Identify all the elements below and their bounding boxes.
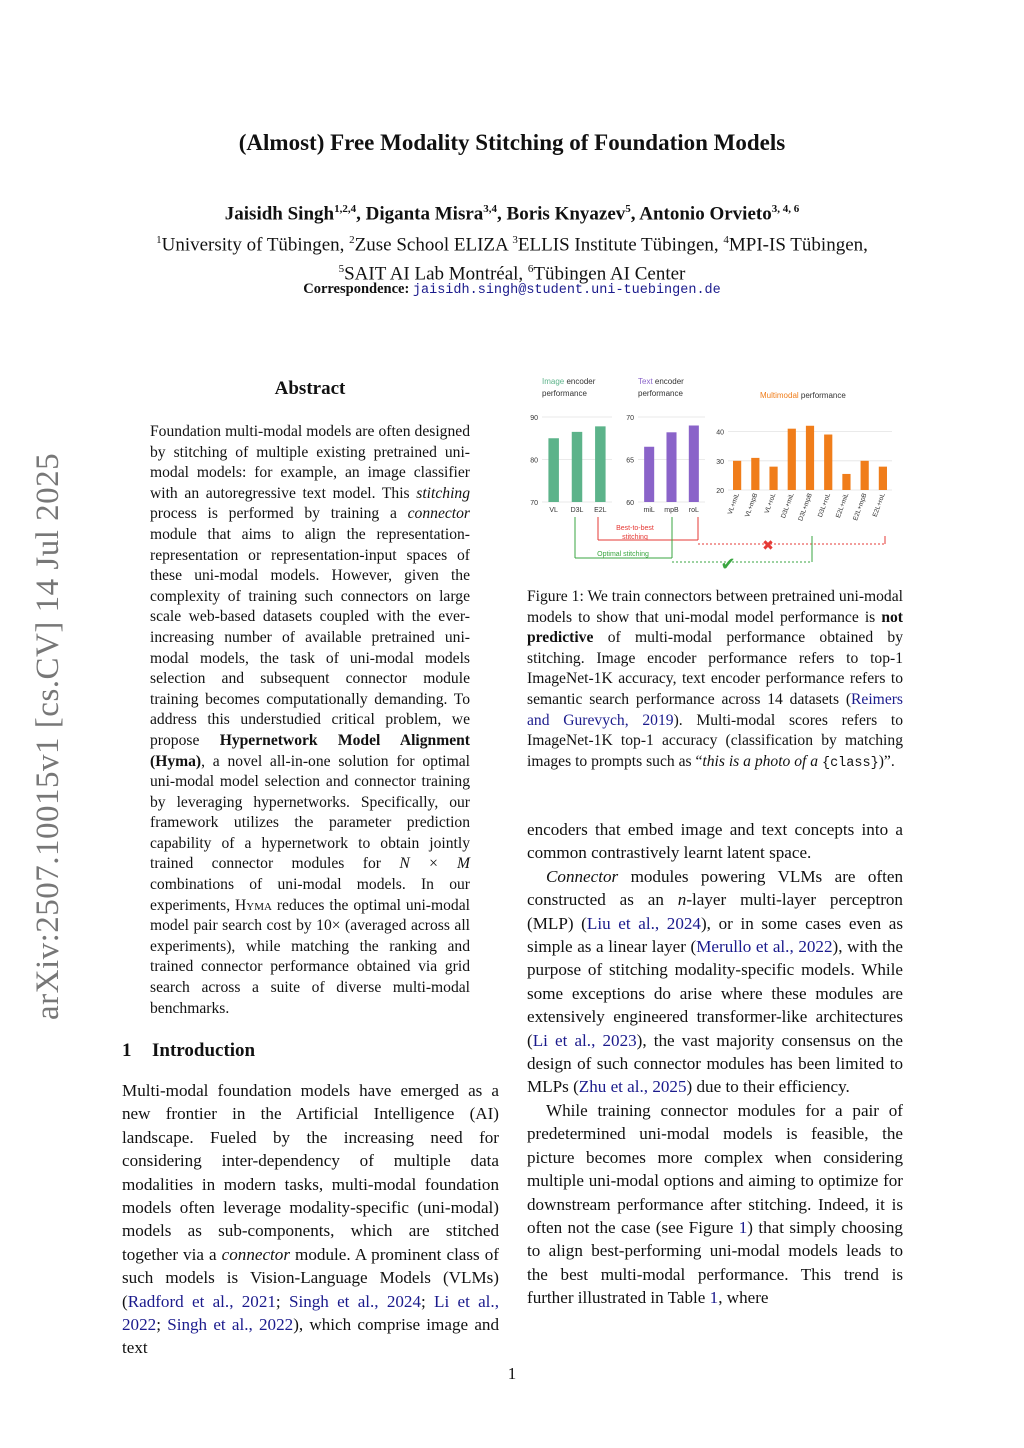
text-run: ), or in some cases even as simple as a linear layer ( (527, 913, 904, 957)
abstract-method-name: Hypernetwork Model Alignment (Hyma) (150, 731, 470, 770)
bar (769, 467, 777, 490)
abstract-part: Foundation multi-modal models are often designed by stitching of multiple existing pretrained uni-modal models: for example, an image classifier with an autoregressive text model. This (150, 423, 470, 502)
best-to-best-label: Best-to-best (616, 525, 654, 532)
caption-part: )”. (878, 752, 895, 770)
citation-link[interactable]: Li et al., 2023 (532, 1030, 637, 1050)
x-tick-label: E2L (594, 507, 607, 514)
author-name: Antonio Orvieto (639, 203, 772, 225)
emph: Connector (546, 866, 619, 886)
paper-title: (Almost) Free Modality Stitching of Foundation Models (238, 130, 786, 155)
bar (861, 461, 869, 490)
panel-title-line2: performance (542, 389, 587, 398)
affiliation: University of Tübingen (161, 234, 340, 256)
y-tick-label: 65 (626, 457, 634, 465)
bar (806, 426, 814, 490)
text-run: ) due to their efficiency. (686, 1077, 850, 1097)
affil-sup: 2 (349, 234, 355, 246)
y-tick-label: 80 (530, 457, 538, 465)
panel-title: Text encoder (638, 377, 684, 386)
abstract-emph: connector (407, 505, 470, 523)
bar (644, 447, 654, 502)
math: n (677, 890, 687, 910)
correspondence (0, 281, 1024, 298)
arxiv-identifier[interactable]: arXiv:2507.10015v1 [cs.CV] 14 Jul 2025 (30, 452, 66, 1020)
abstract-math: N × M (399, 855, 471, 873)
affil-sup: 5 (338, 263, 345, 276)
caption-part: of multi-modal performance obtained by stitching. Image encoder performance refers to top-1 ImageNet-1K accuracy, text encoder performance refers to semantic search performance across 14 datasets ( (527, 629, 903, 708)
caption-emph: not predictive (527, 608, 903, 647)
y-tick-label: 60 (626, 500, 634, 507)
affil-sup: 3 (512, 234, 518, 246)
bar (733, 461, 741, 490)
abstract-part: , a novel all-in-one solution for optimal uni-modal model selection and connector training by leveraging hypernetworks. Specifically, our framework utilizes the parameter prediction capability of a hypernetwork to obtain jointly trained connector modules for (150, 752, 470, 873)
paragraph: encoders that embed image and text concepts into a common contrastively learnt latent space. (527, 820, 903, 863)
intro-part: module. A prominent class of such models is Vision-Language Models (VLMs) ( (122, 1244, 499, 1311)
bar (824, 435, 832, 490)
y-tick-label: 30 (716, 458, 724, 466)
affil-sup: 6 (527, 263, 534, 276)
y-tick-label: 70 (530, 500, 538, 507)
affiliations: $^1$University of Tübingen, $^2$Zuse School ELIZA $^3$ELLIS Institute Tübingen, $^4$MPI-IS Tübingen, $^5$SAIT AI Lab Montréal, $^6$Tübingen AI Center (156, 234, 868, 285)
y-tick-label: 40 (716, 429, 724, 437)
figure-ref-link[interactable]: 1 (738, 1217, 748, 1237)
figure-1-chart (520, 372, 900, 572)
intro-paragraph: Multi-modal foundation models have emerged as a new frontier in the Artificial Intelligence (AI) landscape. Fueled by the increasing need for considering inter-dependency of multiple data modalities in modern tasks, multi-modal foundation models often leverage modality-specific (uni-modal) models as sub-components, which are stitched together via a connector module. A prominent class of such models is Vision-Language Models (VLMs) (Radford et al., 2021; Singh et al., 2024; Li et al., 2022; Singh et al., 2022), which comprise image and text (122, 1081, 499, 1358)
citation-link[interactable]: Singh et al., 2022 (167, 1315, 294, 1335)
text-run: ) that simply choosing to align best-performing uni-modal models leads to the best multi-modal performance. This trend is further illustrated in Table (527, 1217, 903, 1308)
bar (689, 426, 699, 503)
text-run: ), the vast majority consensus on the design of such connector modules has been limited to MLPs ( (527, 1030, 903, 1097)
citation-link[interactable]: Merullo et al., 2022 (696, 937, 833, 957)
intro-part: Multi-modal foundation models have emerged as a new frontier in the Artificial Intelligence (AI) landscape. Fueled by the increasing need for considering inter-dependency of multiple data modalities in modern tasks, multi-modal foundation models often leverage modality-specific (uni-modal) models as sub-components, which are stitched together via a (122, 1081, 499, 1264)
table-ref-link[interactable]: 1 (709, 1288, 719, 1308)
x-tick-label: D3L+miL (780, 492, 796, 520)
caption-part: ). Multi-modal scores refers to ImageNet-1K top-1 accuracy (classification by matching images to prompts such as “ (527, 711, 903, 770)
x-tick-label: miL (643, 507, 655, 514)
y-tick-label: 20 (716, 488, 724, 495)
affiliation: Tübingen AI Center (533, 263, 686, 285)
paragraph (527, 865, 903, 1099)
author-affil-sup: 3,4 (483, 203, 498, 215)
bar (595, 426, 606, 502)
correspondence-label: Correspondence: (303, 281, 410, 297)
abstract-part: combinations of uni-modal models. In our experiments, (150, 876, 470, 914)
bar (666, 432, 676, 502)
affiliation: ELLIS Institute Tübingen (517, 234, 714, 256)
affil-sup: 4 (723, 234, 729, 246)
text-run: -layer multi-layer perceptron (MLP) ( (527, 890, 903, 933)
citation-link[interactable]: Reimers and Gurevych, 2019 (527, 690, 903, 729)
bar (751, 458, 759, 490)
intro-emph: connector (221, 1244, 290, 1264)
text-run: , where (718, 1288, 769, 1308)
caption-part: Figure 1: We train connectors between pretrained uni-modal models to show that uni-modal model performance is (527, 588, 903, 626)
x-tick-label: E2L+miL (834, 492, 851, 519)
cross-icon: ✖ (762, 537, 774, 553)
paragraph (527, 1099, 903, 1310)
affiliation: MPI-IS Tübingen (728, 234, 864, 256)
citation-link[interactable]: Liu et al., 2024 (586, 913, 701, 933)
author-affil-sup: 3, 4, 6 (771, 203, 800, 215)
x-tick-label: VL+roL (763, 492, 778, 515)
bar (788, 429, 796, 490)
x-tick-label: VL+mpB (744, 492, 760, 519)
affiliation: SAIT AI Lab Montréal (344, 263, 519, 285)
page-number: 1 (507, 1364, 517, 1383)
x-tick-label: mpB (664, 507, 679, 514)
section-heading (122, 1040, 255, 1062)
author-affil-sup: 5 (625, 203, 631, 215)
author-name: Boris Knyazev (506, 203, 626, 225)
section-title: Introduction (152, 1040, 256, 1061)
x-tick-label: E2L+mpB (852, 492, 869, 522)
y-tick-label: 70 (626, 415, 634, 422)
x-tick-label: VL+miL (726, 492, 741, 516)
section-number: 1 (122, 1040, 132, 1061)
x-tick-label: D3L+roL (816, 492, 833, 519)
abstract-method-abbr: Hyma (235, 896, 272, 914)
text-run: While training connector modules for a pair of predetermined uni-modal models is feasible, the picture becomes more complex when considering multiple uni-modal options and aiming to optimize for downstream performance after stitching. Indeed, it is often not the case (see Figure (527, 1100, 903, 1237)
citation-link[interactable]: Radford et al., 2021 (127, 1291, 276, 1311)
text-run: modules powering VLMs are often constructed as an (527, 866, 903, 910)
abstract-part: module that aims to align the representation-representation or representation-input spaces of these uni-modal models. However, given the complexity of training such connectors on large scale web-based datasets coupled with the ever-increasing number of available pretrained uni-modal models, the task of uni-modal models selection and subsequent connector module training becomes computationally demanding. To address this understudied critical problem, we propose (150, 525, 470, 749)
x-tick-label: D3L+mpB (797, 492, 814, 523)
check-icon: ✔ (720, 554, 736, 572)
abstract-text (150, 422, 470, 1019)
affiliation: Zuse School ELIZA (354, 234, 508, 256)
intro-part: ), which comprise image and text (122, 1315, 499, 1358)
x-tick-label: D3L (570, 507, 584, 514)
author-affil-sup: 1,2,4 (334, 203, 357, 215)
abstract-heading: Abstract (274, 378, 346, 399)
panel-title: Image encoder (542, 377, 596, 386)
author-list: Jaisidh Singh$^{1,2,4}$, Diganta Misra$^{3,4}$, Boris Knyazev$^5$, Antonio Orvieto$^{3, 4, 6}$ (224, 203, 800, 225)
citation-link[interactable]: Singh et al., 2024 (288, 1291, 422, 1311)
best-to-best-label: stitching (622, 534, 648, 541)
abstract-part: reduces the optimal uni-modal model pair search cost by 10× (averaged across all experiments), while matching the ranking and trained connector performance obtained via grid search across a suite of diverse multi-modal benchmarks. (150, 896, 470, 1017)
citation-link[interactable]: Li et al., 2022 (122, 1291, 499, 1335)
affil-sup: 1 (156, 234, 162, 246)
bar (842, 474, 850, 490)
panel-title: Multimodal performance (760, 391, 846, 400)
correspondence-email-link[interactable]: jaisidh.singh@student.uni-tuebingen.de (412, 283, 721, 298)
citation-link[interactable]: Zhu et al., 2025 (578, 1077, 687, 1097)
bar (548, 438, 559, 502)
x-tick-label: E2L+roL (871, 492, 887, 518)
caption-italic: this is a photo of a (702, 752, 822, 770)
bar (879, 467, 887, 490)
x-tick-label: VL (549, 507, 558, 514)
text-run: ), with the purpose of stitching modality-specific models. While some exceptions do arise where these modules are extensively engineered transformer-like architectures ( (527, 937, 903, 1050)
right-column-text (527, 818, 903, 1310)
figure-caption (527, 587, 903, 774)
caption-code: {class} (821, 755, 879, 771)
author-name: Diganta Misra (365, 203, 484, 225)
abstract-part: process is performed by training a (150, 505, 408, 523)
optimal-label: Optimal stitching (597, 551, 649, 558)
panel-title-line2: performance (638, 389, 683, 398)
x-tick-label: roL (688, 507, 699, 514)
abstract-emph: stitching (416, 484, 470, 502)
bar (572, 432, 583, 502)
author-name: Jaisidh Singh (224, 203, 335, 225)
y-tick-label: 90 (530, 415, 538, 422)
